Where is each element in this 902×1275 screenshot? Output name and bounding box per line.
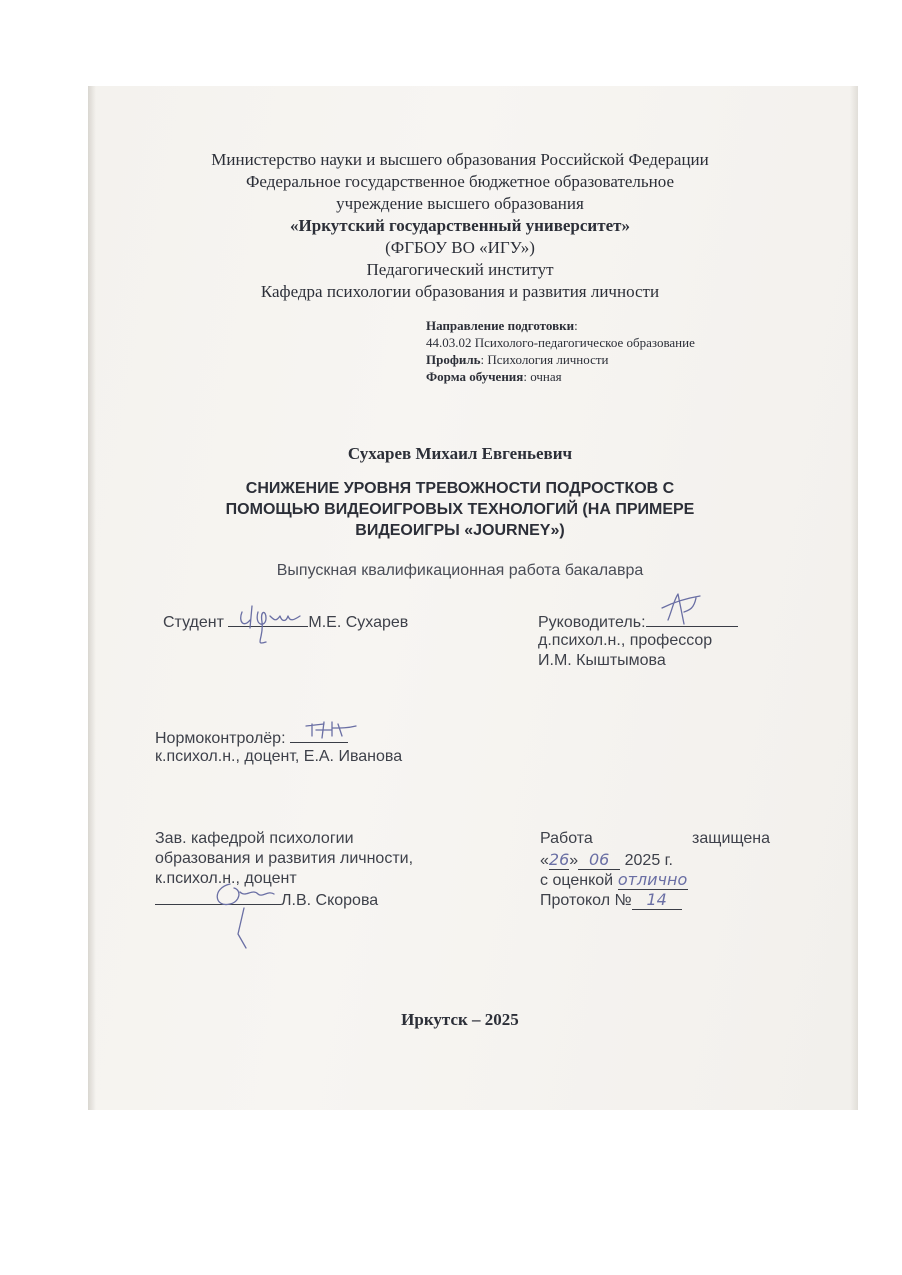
protocol-label: Протокол № <box>540 892 632 909</box>
profile-value: Психология личности <box>487 352 609 367</box>
normcontrol-signature <box>302 718 362 742</box>
defense-word-2: защищена <box>692 830 770 847</box>
supervisor-degree: д.психол.н., профессор <box>538 632 713 649</box>
city-year: Иркутск – 2025 <box>401 1010 519 1029</box>
page-edge-shadow-right <box>850 86 858 1110</box>
ministry-line: Министерство науки и высшего образования Российской Федерации <box>211 150 709 169</box>
supervisor-signature <box>648 590 708 630</box>
grade-value: отлично <box>617 870 688 889</box>
protocol-value: 14 <box>632 890 682 910</box>
student-signature <box>236 598 318 648</box>
direction-value: 44.03.02 Психолого-педагогическое образование <box>426 335 695 350</box>
protocol-row <box>540 890 682 910</box>
head-line-1: Зав. кафедрой психологии <box>155 830 354 847</box>
supervisor-label: Руководитель: <box>538 614 646 631</box>
profile-row: Профиль: Психология личности <box>426 352 609 367</box>
author-name: Сухарев Михаил Евгеньевич <box>347 444 573 463</box>
thesis-title-line-3: ВИДЕОИГРЫ «JOURNEY») <box>355 522 565 539</box>
thesis-title-line-1: СНИЖЕНИЕ УРОВНЯ ТРЕВОЖНОСТИ ПОДРОСТКОВ С <box>245 480 675 497</box>
university-name: «Иркутский государственный университет» <box>290 216 630 235</box>
normcontrol-details: к.психол.н., доцент, Е.А. Иванова <box>155 748 403 765</box>
defense-row <box>540 830 770 848</box>
department-name: Кафедра психологии образования и развития личности <box>260 282 660 301</box>
thesis-title-line-2: ПОМОЩЬЮ ВИДЕОИГРОВЫХ ТЕХНОЛОГИЙ (НА ПРИМЕРЕ <box>225 501 695 518</box>
student-label: Студент <box>163 614 224 631</box>
direction-row: Направление подготовки: <box>426 318 578 333</box>
direction-label: Направление подготовки <box>426 318 575 333</box>
grade-label: с оценкой <box>540 872 614 889</box>
defense-year: 2025 г. <box>624 852 673 869</box>
form-label: Форма обучения <box>426 369 524 384</box>
grade-row <box>540 870 688 890</box>
head-line-3: к.психол.н., доцент <box>155 870 297 887</box>
university-abbreviation: (ФГБОУ ВО «ИГУ») <box>385 238 535 257</box>
student-name: М.Е. Сухарев <box>308 614 409 631</box>
defense-date: «26» 06 2025 г. <box>540 850 673 869</box>
supervisor-name: И.М. Кыштымова <box>538 652 666 669</box>
defense-month: 06 <box>578 850 620 870</box>
defense-word-1: Работа <box>540 830 593 847</box>
head-line-2: образования и развития личности, <box>155 850 414 867</box>
institution-type-line: учреждение высшего образования <box>336 194 584 213</box>
work-type: Выпускная квалификационная работа бакалавра <box>276 562 644 579</box>
federal-line: Федеральное государственное бюджетное образовательное <box>245 172 675 191</box>
page-edge-shadow-left <box>88 86 96 1110</box>
head-name: Л.В. Скорова <box>281 892 379 909</box>
defense-day: 26 <box>548 850 570 869</box>
normcontrol-label: Нормоконтролёр: <box>155 730 286 747</box>
profile-label: Профиль <box>426 352 481 367</box>
institute-name: Педагогический институт <box>366 260 554 279</box>
head-signature <box>200 868 290 950</box>
form-row: Форма обучения: очная <box>426 369 562 384</box>
form-value: очная <box>530 369 562 384</box>
